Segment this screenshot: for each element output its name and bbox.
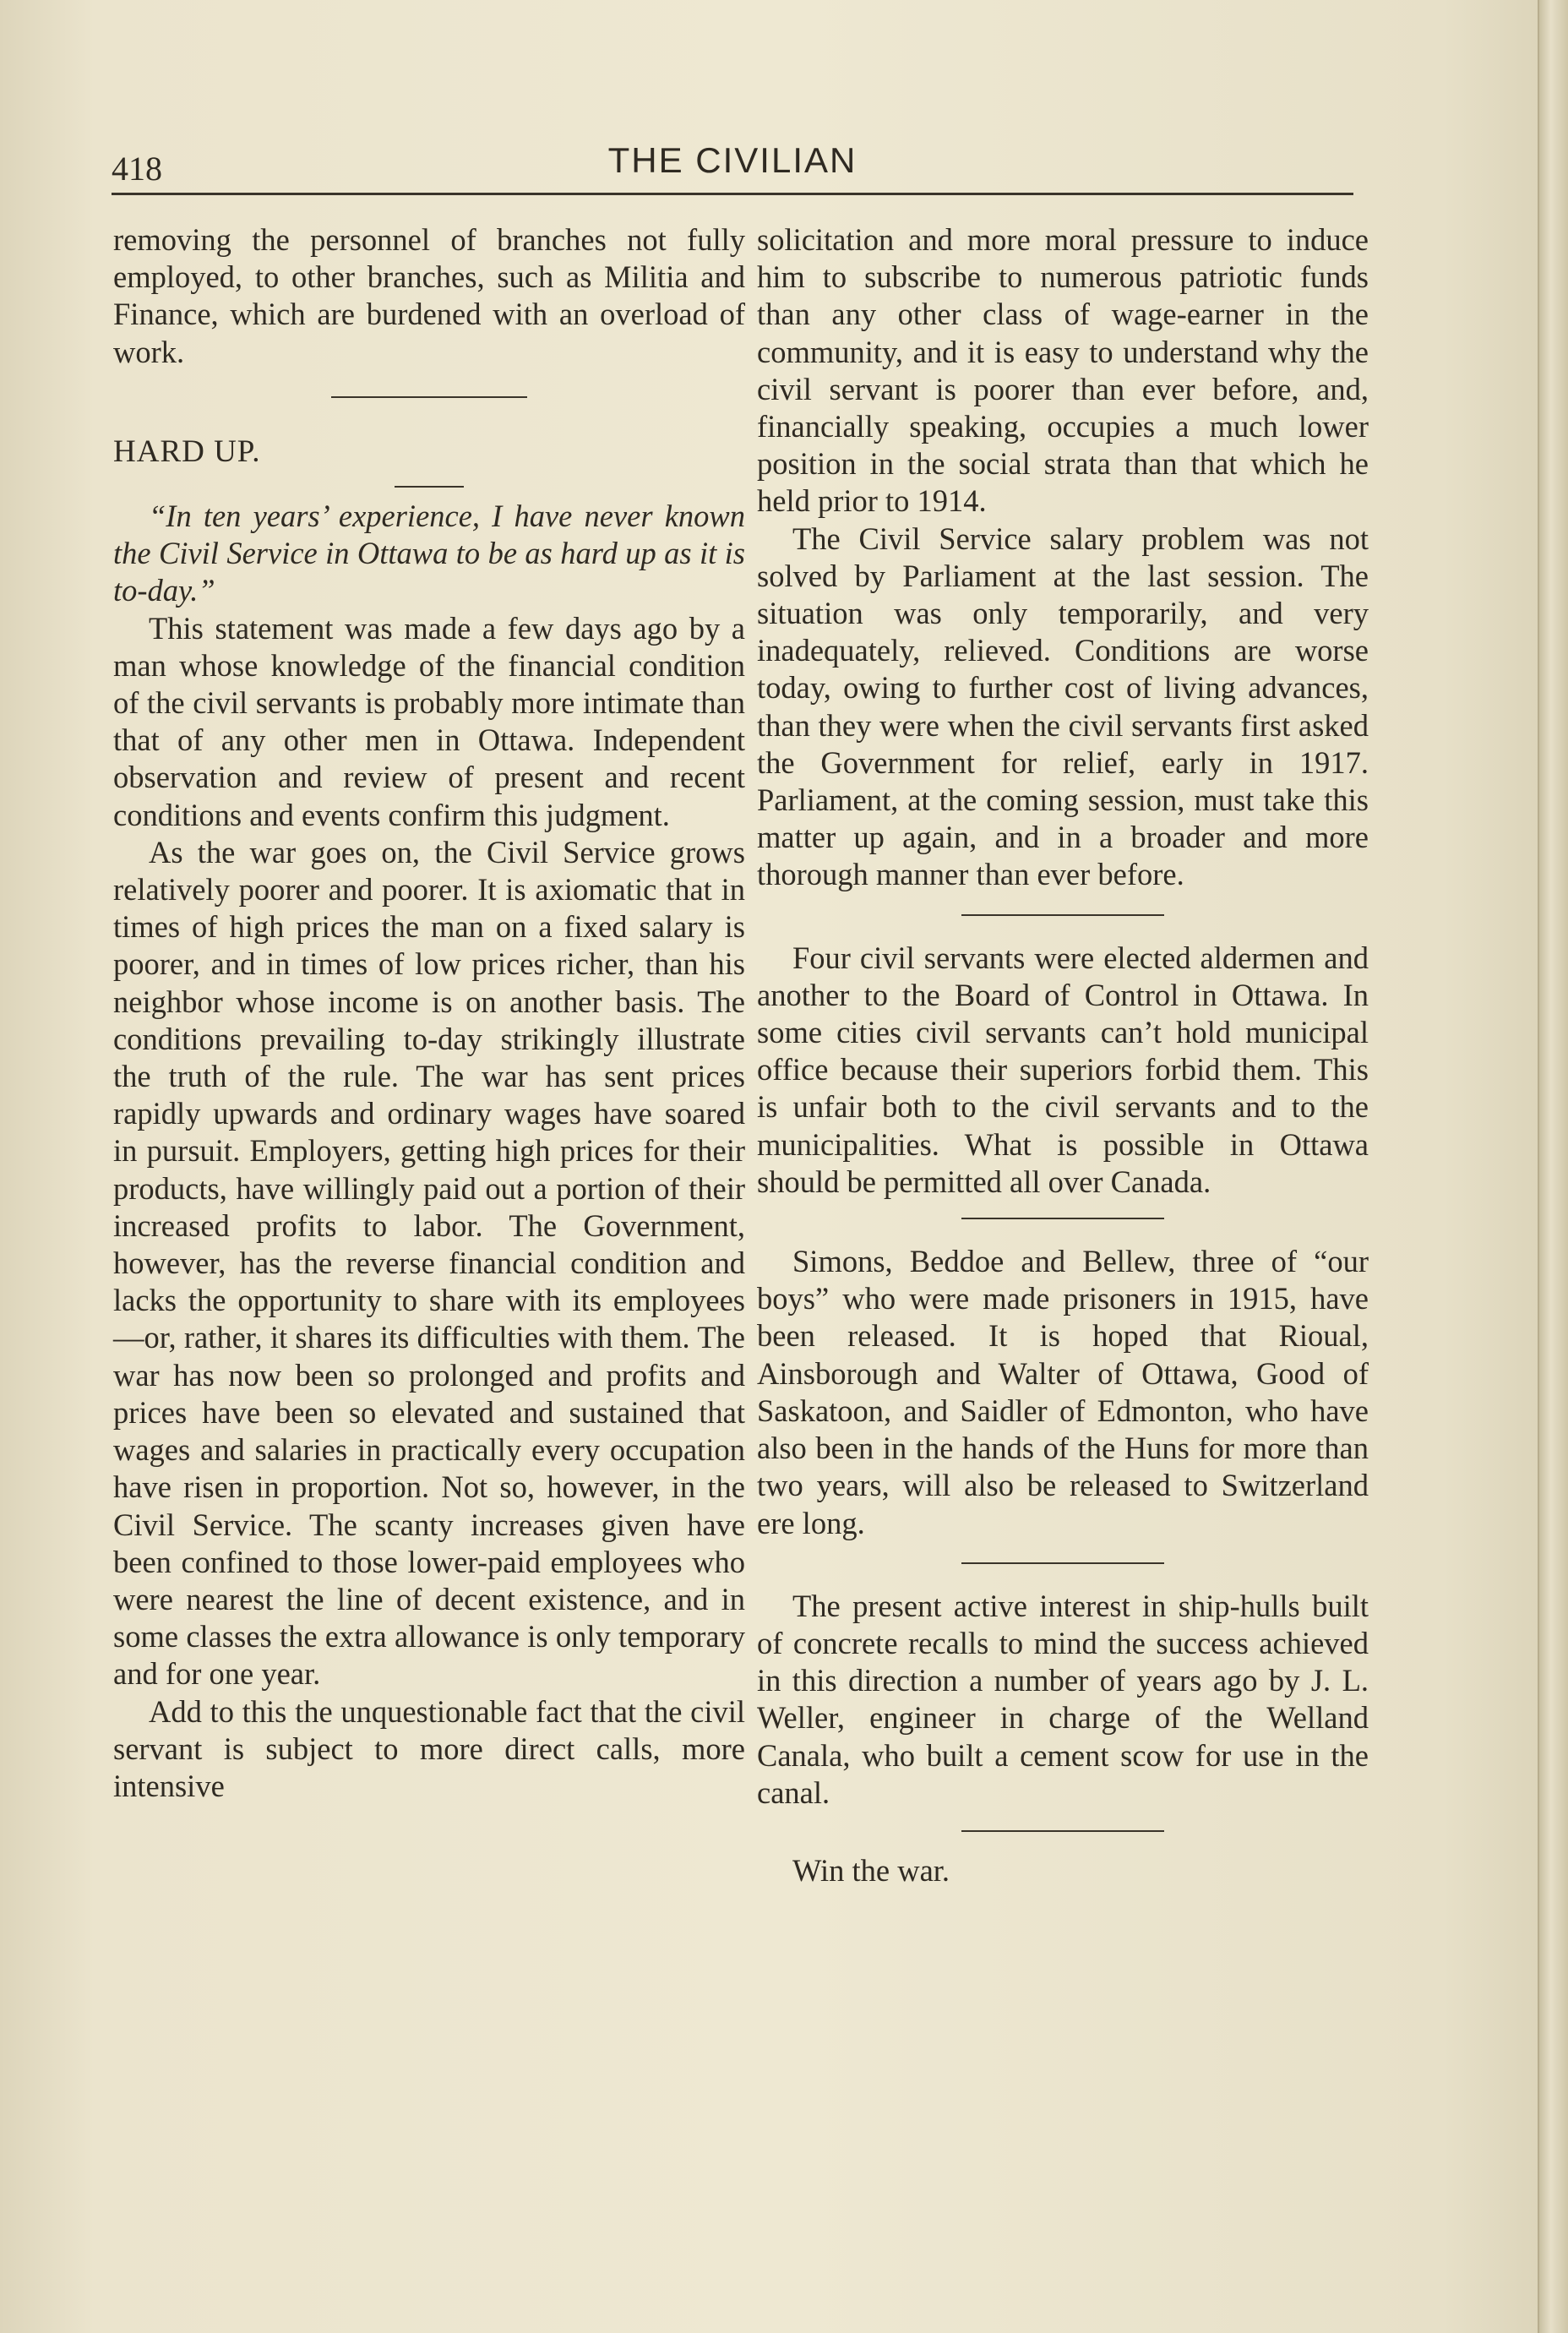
left-column	[113, 221, 745, 1805]
body-paragraph: As the war goes on, the Civil Service grows relatively poorer and poorer. It is axiomatic that in times of high prices the man on a fixed salary is poorer, and in times of low prices richer, than his neighbor whose income is on another basis. The conditions prevailing to-day strikingly illustrate the truth of the rule. The war has sent prices rapidly upwards and ordinary wages have soared in pursuit. Employers, getting high prices for their products, have willingly paid out a portion of their increased profits to labor. The Government, however, has the reverse financial condition and lacks the opportunity to share with its employees—or, rather, it shares its difficulties with them. The war has now been so prolonged and profits and prices have been so elevated and sustained that wages and salaries in practically every occupation have risen in proportion. Not so, however, in the Civil Service. The scanty increases given have been confined to those lower-paid employees who were nearest the line of decent existence, and in some classes the extra allowance is only temporary and for one year.	[113, 834, 745, 1692]
body-paragraph: This statement was made a few days ago by a man whose knowledge of the financial condition of the civil servants is probably more intimate than that of any other men in Ottawa. Independent observation and review of present and recent conditions and events confirm this judgment.	[113, 610, 745, 832]
body-paragraph: The Civil Service salary problem was not solved by Parliament at the last session. The situation was only temporarily, and very inadequately, relieved. Conditions are worse today, owing to further cost of living advances, than they were when the civil servants first asked the Government for relief, early in 1917. Parliament, at the coming session, must take this matter up again, and in a broader and more thorough manner than ever before.	[757, 521, 1369, 892]
page-edge	[1538, 0, 1568, 2333]
body-paragraph: Add to this the unquestionable fact that the civil servant is subject to more direct calls, more intensive	[113, 1693, 745, 1803]
news-item: Simons, Beddoe and Bellew, three of “our boys” who were made prisoners in 1915, have been released. It is hoped that Rioual, Ainsborough and Walter of Ottawa, Good of Saskatoon, and Saidler of Edmonton, who have also been in the hands of the Huns for more than two years, will also be released to Switzerland ere long.	[757, 1244, 1369, 1540]
news-item: The present active interest in ship-hulls built of concrete recalls to mind the success achieved in this direction a number of years ago by J. L. Weller, engineer in charge of the Welland Canala, who built a cement scow for use in the canal.	[757, 1588, 1369, 1810]
page-header	[112, 134, 1353, 195]
right-column	[757, 221, 1369, 1889]
section-title: HARD UP.	[113, 433, 261, 469]
closing-line: Win the war.	[792, 1852, 950, 1888]
continued-paragraph: solicitation and more moral pressure to induce him to subscribe to numerous patriotic funds than any other class of wage-earner in the community, and it is easy to understand why the civil servant is poorer than ever before, and, financially speaking, occupies a much lower position in the social strata than that which he held prior to 1914.	[757, 222, 1369, 519]
intro-paragraph: removing the personnel of branches not fully employed, to other branches, such as Militia and Finance, which are burdened with an overload of work.	[113, 222, 745, 369]
journal-title: THE CIVILIAN	[607, 140, 858, 180]
opening-quote: “In ten years’ experience, I have never known the Civil Service in Ottawa to be as hard up as it is to-day.”	[113, 499, 745, 608]
page-number: 418	[112, 150, 162, 188]
news-item: Four civil servants were elected aldermen and another to the Board of Control in Ottawa. In some cities civil servants can’t hold municipal office because their superiors forbid them. This is unfair both to the civil servants and to the municipalities. What is possible in Ottawa should be permitted all over Canada.	[757, 940, 1369, 1199]
